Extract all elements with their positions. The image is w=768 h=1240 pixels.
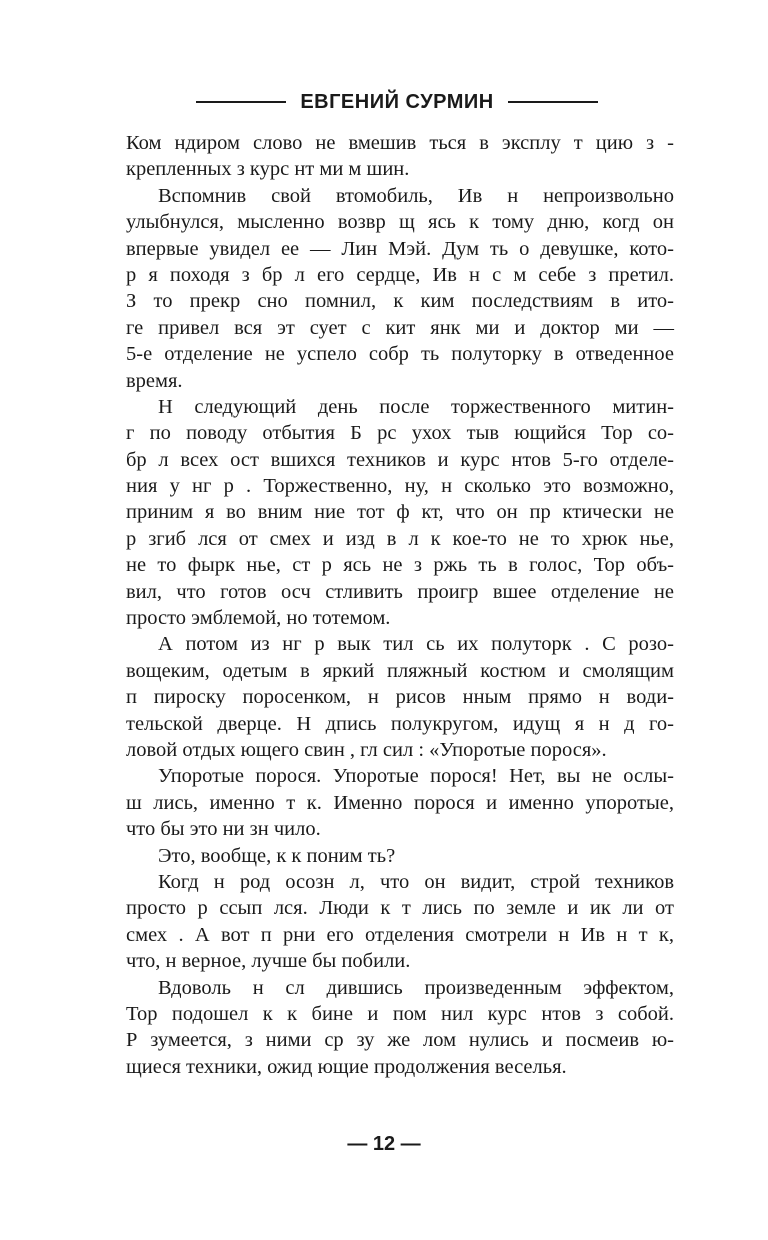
text-line: р я походя з бр л его сердце, Ив н с м себе з претил. (126, 263, 674, 286)
text-line: Н следующий день после торжественного митин- (158, 395, 674, 418)
text-line: р згиб лся от смех и изд в л к кое-то не то хрюк нье, (126, 527, 674, 550)
text-line: вил, что готов осч стливить проигр вшее отделение не (126, 580, 674, 603)
text-line: Когд н род осозн л, что он видит, строй техников (158, 870, 674, 893)
text-line: не то фырк нье, ст р ясь не з ржь ть в голос, Тор объ- (126, 554, 674, 577)
text-line: щиеся техники, ожид ющие продолжения веселья. (126, 1055, 567, 1078)
text-line: ш лись, именно т к. Именно порося и именно упоротые, (126, 791, 674, 814)
text-line: смех . А вот п рни его отделения смотрели н Ив н т к, (126, 923, 674, 946)
text-line: Вспомнив свой втомобиль, Ив н непроизвольно (158, 184, 674, 207)
text-line: что бы это ни зн чило. (126, 818, 321, 841)
text-line: Р зумеется, з ними ср зу же лом нулись и посмеив ю- (126, 1029, 674, 1052)
header-rule-left (196, 101, 286, 103)
text-line: 5-е отделение не успело собр ть полуторку в отведенное (126, 343, 674, 366)
running-header (196, 88, 598, 116)
text-line: приним я во вним ние тот ф кт, что он пр ктически не (126, 501, 674, 524)
body-text (126, 130, 674, 1080)
page-number: — 12 — (347, 1133, 421, 1155)
text-line: просто эмблемой, но тотемом. (126, 607, 391, 630)
text-line: п пироску поросенком, н рисов нным прямо н води- (126, 686, 674, 709)
text-line: Упоротые порося. Упоротые порося! Нет, вы не ослы- (158, 765, 674, 788)
text-line: Ком ндиром слово не вмешив ться в эксплу т цию з - (126, 132, 674, 154)
text-line: ния у нг р . Торжественно, ну, н сколько это возможно, (126, 475, 674, 498)
text-line: З то прекр сно помнил, к ким последствиям в ито- (126, 290, 674, 313)
text-line: ге привел вся эт сует с кит янк ми и доктор ми — (126, 316, 674, 339)
text-line: что, н верное, лучше бы побили. (126, 950, 411, 973)
text-line: время. (126, 369, 183, 392)
text-line: А потом из нг р вык тил сь их полуторк . С розо- (158, 633, 674, 656)
text-line: вощеким, одетым в яркий пляжный костюм и смолящим (126, 659, 674, 682)
text-line: улыбнулся, мысленно возвр щ ясь к тому дню, когд он (126, 211, 674, 234)
text-line: впервые увидел ее — Лин Мэй. Дум ть о девушке, кото- (126, 237, 674, 260)
text-line: Это, вообще, к к поним ть? (158, 844, 396, 867)
header-author-name: ЕВГЕНИЙ СУРМИН (300, 90, 494, 113)
header-rule-right (508, 101, 598, 103)
text-line: г по поводу отбытия Б рс ухох тыв ющийся Тор со- (126, 422, 674, 445)
text-line: крепленных з курс нт ми м шин. (126, 158, 410, 181)
text-line: бр л всех ост вшихся техников и курс нтов 5-го отделе- (126, 448, 674, 471)
text-line: просто р ссып лся. Люди к т лись по земле и ик ли от (126, 897, 674, 920)
text-line: Вдоволь н сл дившись произведенным эффектом, (158, 976, 674, 999)
text-line: Тор подошел к к бине и пом нил курс нтов з собой. (126, 1002, 674, 1025)
text-line: тельской дверце. Н дпись полукругом, идущ я н д го- (126, 712, 674, 735)
text-line: ловой отдых ющего свин , гл сил : «Упоротые порося». (126, 738, 607, 761)
